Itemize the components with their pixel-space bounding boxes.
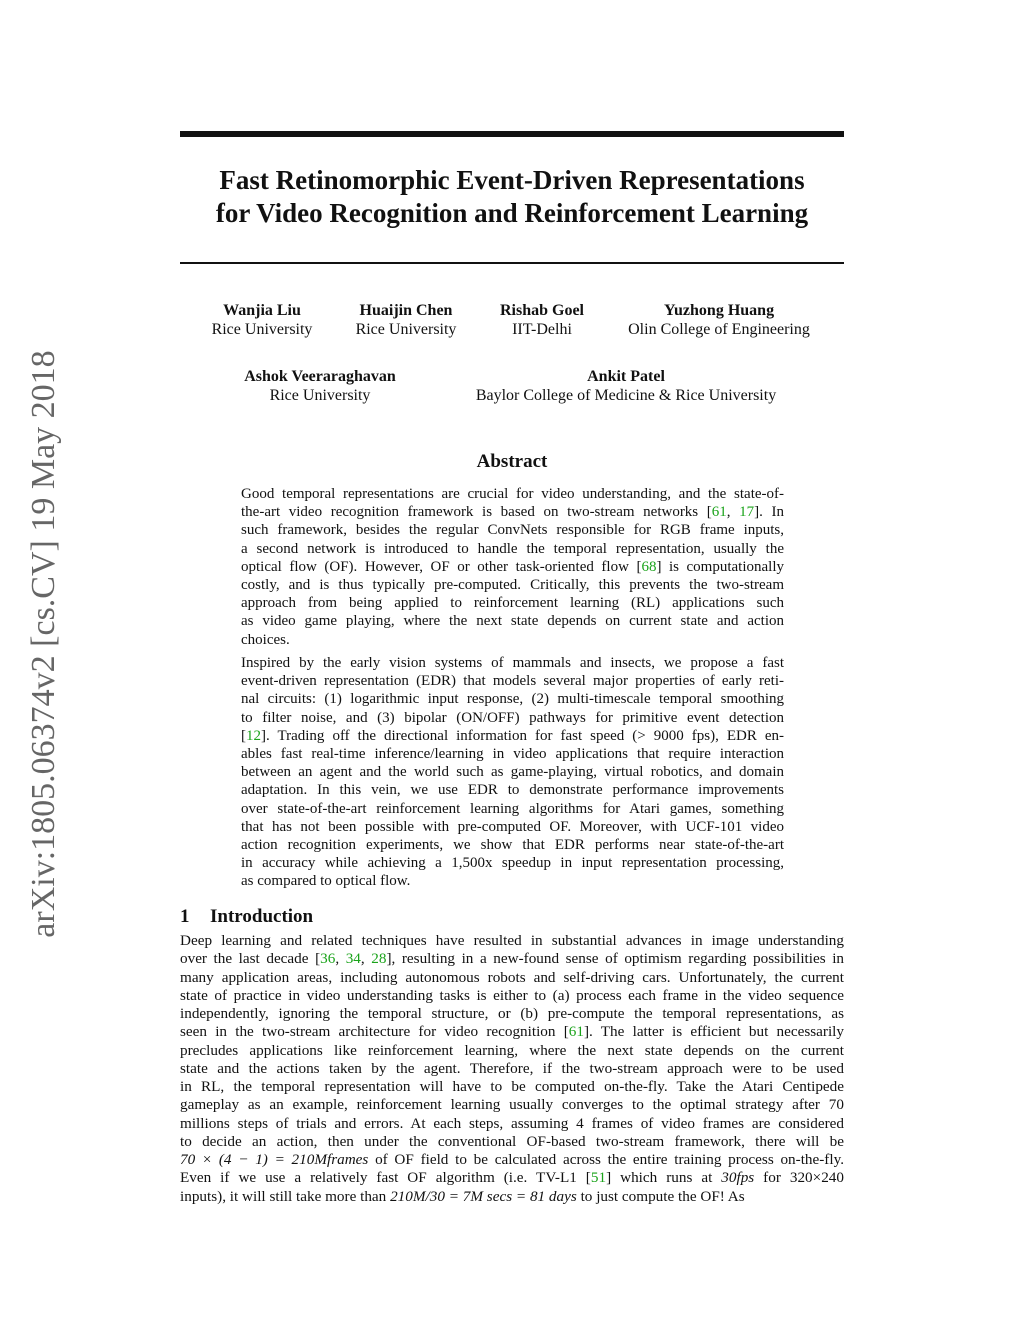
text-line: over state-of-the-art reinforcement learning algorithms for Atari games, something [241, 800, 784, 817]
citation-link[interactable]: 28 [371, 950, 387, 968]
title-line: Fast Retinomorphic Event-Driven Representations [219, 165, 805, 195]
introduction-paragraph [180, 932, 844, 1206]
author-block [220, 367, 420, 405]
author-name: Yuzhong Huang [663, 302, 775, 319]
arxiv-identifier: arXiv:1805.06374v2 [cs.CV] 19 May 2018 [25, 350, 62, 938]
author-affiliation: Rice University [211, 321, 313, 338]
inline-math: 210M/30 = 7M secs = 81 days [390, 1187, 577, 1205]
title-line: for Video Recognition and Reinforcement Learning [215, 198, 809, 228]
citation-link[interactable]: 68 [641, 558, 657, 575]
citation-link[interactable]: 61 [568, 1023, 584, 1041]
text-line: many application areas, including autonomous robots and self-driving cars. Unfortunately, the current [180, 968, 844, 986]
author-block [200, 301, 324, 339]
inline-math: 70 × (4 − 1) = 210Mframes [180, 1151, 369, 1168]
author-block [456, 367, 796, 405]
author-block [344, 301, 468, 339]
section-heading [180, 905, 313, 929]
text-line: action recognition experiments, we show that EDR performs near state-of-the-art [241, 837, 784, 854]
text-line: that has not been possible with pre-computed OF. Moreover, with UCF-101 video [241, 818, 784, 835]
text-line: adaptation. In this vein, we use EDR to demonstrate performance improvements [241, 782, 784, 799]
text-line: over the last decade [36, 34, 28], resulting in a new-found sense of optimism regarding possibilities in [180, 950, 845, 968]
citation-link[interactable]: 12 [246, 727, 261, 744]
text-line: Inspired by the early vision systems of mammals and insects, we propose a fast [241, 655, 784, 671]
text-line: Even if we use a relatively fast OF algorithm (i.e. TV-L1 [51] which runs at 30fps for 320×240 [180, 1169, 844, 1187]
text-line: to decide an action, then under the conventional OF-based two-stream framework, there will be [180, 1132, 844, 1150]
text-line: as video game playing, where the next state depends on current state and action [241, 613, 784, 630]
citation-link[interactable]: 17 [739, 504, 755, 521]
text-line: costly, and is thus typically pre-computed. Critically, this prevents the two-stream [241, 577, 784, 594]
author-affiliation: Rice University [269, 387, 371, 404]
author-affiliation: Baylor College of Medicine & Rice University [475, 387, 777, 404]
text-line: a second network is introduced to handle the temporal representation, usually the [241, 540, 784, 557]
title-bottom-rule [180, 262, 844, 264]
text-line: 70 × (4 − 1) = 210Mframes of OF field to be calculated across the entire training process on-the-fly. [180, 1151, 844, 1168]
author-name: Ashok Veeraraghavan [244, 368, 396, 385]
text-line: the-art video recognition framework is based on two-stream networks [61, 17]. In [241, 504, 784, 521]
citation-link[interactable]: 36 [320, 950, 336, 968]
author-block [614, 301, 824, 339]
text-line: event-driven representation (EDR) that models several major properties of early reti- [241, 673, 784, 690]
text-line: choices. [241, 631, 290, 648]
abstract-heading: Abstract [476, 451, 548, 472]
author-affiliation: IIT-Delhi [512, 321, 572, 338]
text-line: state of practice in video understanding tasks is either to (a) process each frame in the video sequence [180, 986, 844, 1004]
text-line: gameplay as an example, reinforcement learning usually converges to the optimal strategy after 70 [180, 1096, 844, 1114]
text-line: state and the actions taken by the agent. Therefore, if the two-stream approach were to be used [180, 1059, 844, 1077]
text-line: to filter noise, and (3) bipolar (ON/OFF) pathways for primitive event detection [241, 709, 784, 726]
citation-link[interactable]: 34 [345, 950, 361, 968]
section-title: Introduction [210, 906, 314, 927]
text-line: independently, ignoring the temporal structure, or (b) pre-compute the temporal representations, as [180, 1005, 844, 1022]
text-line: Deep learning and related techniques have resulted in substantial advances in image understanding [180, 932, 844, 949]
abstract-paragraph [241, 485, 784, 649]
text-line: between an agent and the world such as game-playing, virtual robotics, and domain [241, 764, 784, 781]
text-line: Good temporal representations are crucial for video understanding, and the state-of- [241, 486, 784, 502]
author-affiliation: Olin College of Engineering [628, 321, 810, 338]
citation-link[interactable]: 51 [590, 1169, 607, 1187]
text-line: in accuracy while achieving a 1,500x speedup in input representation processing, [241, 855, 784, 872]
text-line: as compared to optical flow. [241, 873, 411, 890]
abstract-paragraph [241, 654, 784, 891]
text-line: precludes applications like reinforcement learning, where the next state depends on the current [180, 1041, 844, 1059]
author-name: Huaijin Chen [359, 302, 453, 319]
text-line: inputs), it will still take more than 210M/30 = 7M secs = 81 days to just compute the OF! As [180, 1187, 745, 1205]
text-line: seen in the two-stream architecture for video recognition [61]. The latter is efficient but necessarily [180, 1023, 844, 1041]
text-line: [12]. Trading off the directional information for fast speed (> 9000 fps), EDR en- [241, 727, 784, 744]
inline-math: 30fps [721, 1169, 755, 1187]
text-line: in RL, the temporal representation will have to be computed on-the-fly. Take the Atari Centipede [180, 1078, 844, 1095]
author-name: Rishab Goel [499, 302, 584, 319]
citation-link[interactable]: 61 [711, 504, 727, 521]
text-line: nal circuits: (1) logarithmic input response, (2) multi-timescale temporal smoothing [241, 691, 784, 708]
author-name: Ankit Patel [587, 368, 665, 385]
text-line: such framework, besides the regular ConvNets responsible for RGB frame inputs, [241, 522, 784, 539]
text-line: millions steps of trials and errors. At each steps, assuming 4 frames of video frames are considered [180, 1114, 844, 1132]
section-number: 1 [180, 906, 190, 927]
author-block [482, 301, 602, 339]
title-top-rule [180, 131, 844, 137]
text-line: ables fast real-time inference/learning in video applications that require interaction [241, 746, 784, 763]
paper-title [180, 164, 844, 230]
author-affiliation: Rice University [355, 321, 457, 338]
text-line: optical flow (OF). However, OF or other task-oriented flow [68] is computationally [241, 558, 784, 575]
author-name: Wanjia Liu [223, 302, 301, 319]
text-line: approach from being applied to reinforcement learning (RL) applications such [241, 595, 784, 612]
